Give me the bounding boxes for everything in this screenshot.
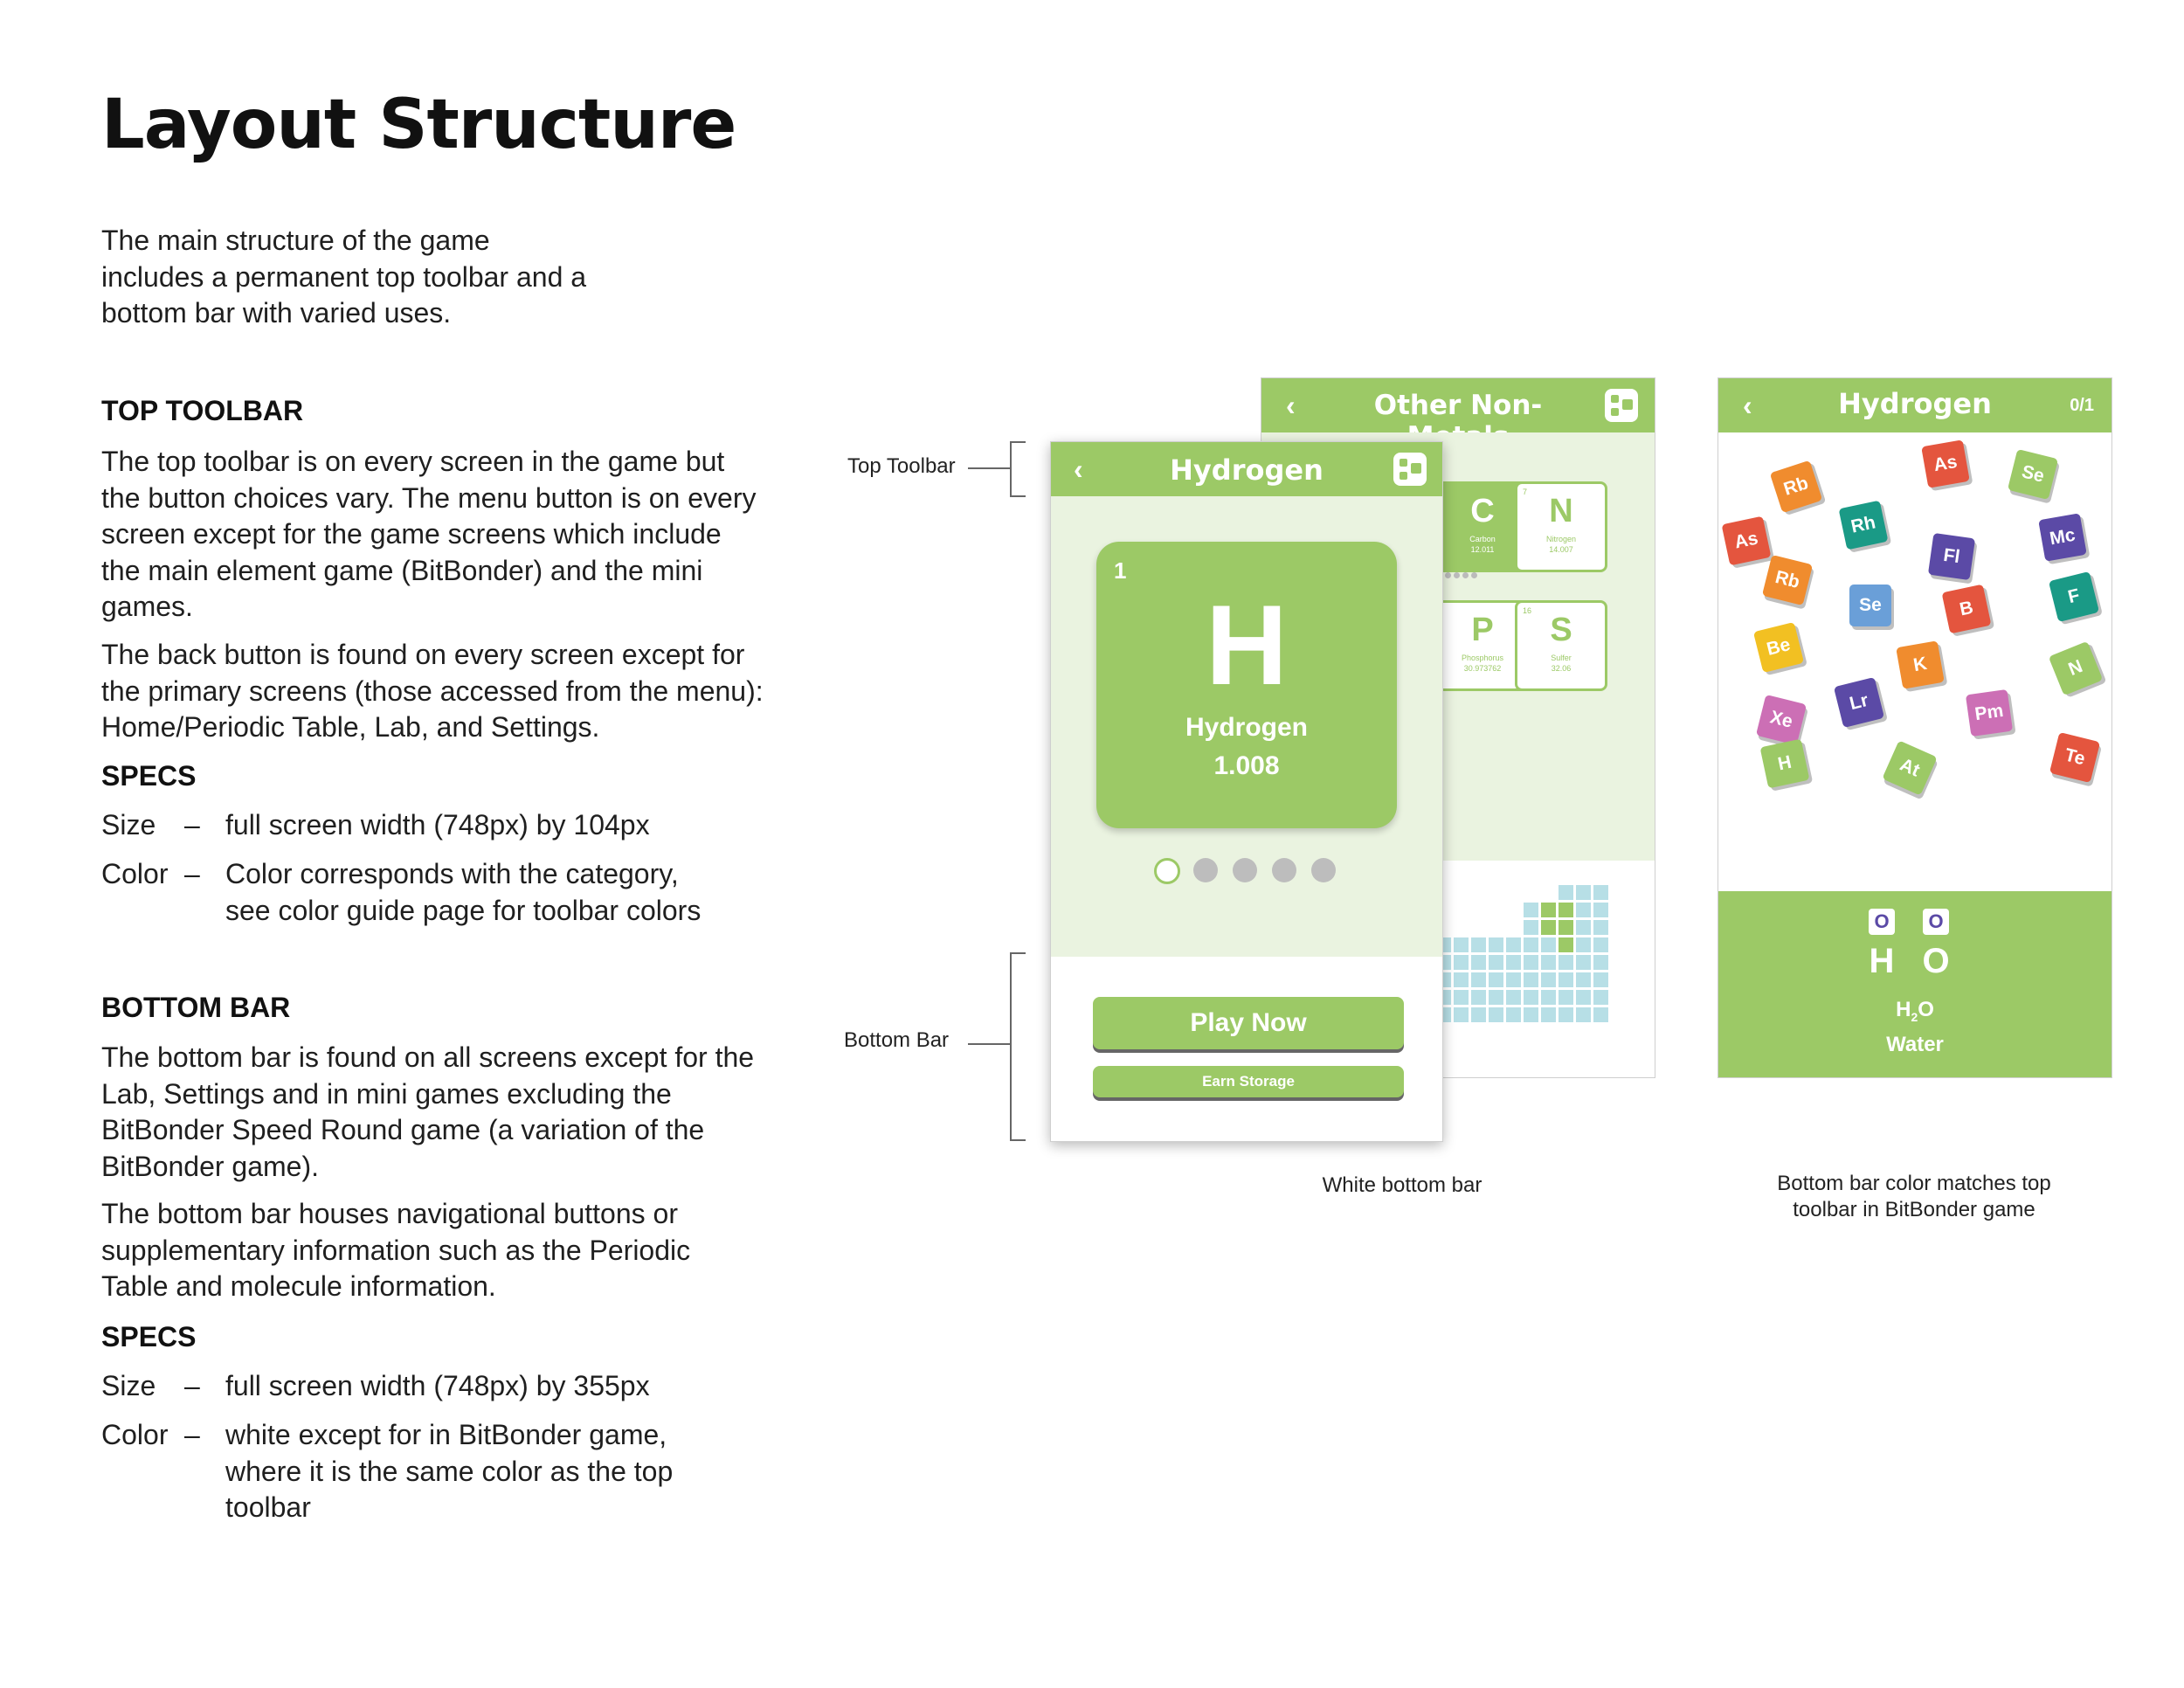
element-chip[interactable]: As — [1921, 439, 1970, 488]
periodic-cell[interactable] — [1471, 1007, 1486, 1022]
pager-dot[interactable] — [1311, 858, 1336, 882]
periodic-cell[interactable] — [1506, 972, 1521, 987]
play-now-button[interactable]: Play Now — [1093, 997, 1404, 1049]
periodic-cell[interactable] — [1593, 937, 1608, 952]
top-toolbar — [1261, 378, 1655, 432]
toolbar-title: Hydrogen — [1838, 387, 1992, 420]
periodic-cell[interactable] — [1593, 1007, 1608, 1022]
periodic-cell[interactable] — [1524, 920, 1538, 935]
element-symbol: H — [1206, 581, 1288, 709]
tile-name: Carbon — [1469, 535, 1496, 543]
periodic-cell[interactable] — [1559, 1007, 1573, 1022]
periodic-cell[interactable] — [1559, 937, 1573, 952]
element-chip[interactable]: Pm — [1966, 689, 2013, 737]
periodic-cell[interactable] — [1454, 1007, 1469, 1022]
periodic-cell[interactable] — [1471, 937, 1486, 952]
periodic-cell[interactable] — [1454, 937, 1469, 952]
top-toolbar-paragraph-2: The back button is found on every screen except for the primary screens (those accessed from the menu): Home/Periodic Table, Lab, and Settings. — [101, 639, 764, 743]
element-chip[interactable]: As — [1722, 516, 1772, 566]
periodic-cell[interactable] — [1524, 972, 1538, 987]
caption-line: Bottom bar color matches top — [1777, 1172, 2051, 1195]
periodic-cell[interactable] — [1506, 937, 1521, 952]
periodic-cell[interactable] — [1559, 990, 1573, 1005]
tile-name: Nitrogen — [1545, 535, 1577, 543]
periodic-cell[interactable] — [1593, 903, 1608, 917]
periodic-cell[interactable] — [1506, 955, 1521, 970]
periodic-cell[interactable] — [1506, 1007, 1521, 1022]
molecule-name: Water — [1886, 1033, 1944, 1056]
spec-dash: – — [184, 1419, 200, 1450]
spec-value: Color corresponds with the category, see color guide page for toolbar colors — [225, 858, 702, 926]
periodic-cell[interactable] — [1541, 903, 1556, 917]
element-chip[interactable]: Te — [2049, 732, 2100, 783]
progress-count: 0/1 — [2070, 396, 2094, 415]
bottom-bar-callout: Bottom Bar — [844, 1028, 950, 1052]
periodic-cell[interactable] — [1593, 990, 1608, 1005]
menu-icon[interactable] — [1393, 453, 1427, 486]
tile-number: 16 — [1523, 606, 1532, 615]
periodic-cell[interactable] — [1541, 937, 1556, 952]
element-chip[interactable]: F — [2049, 571, 2099, 622]
tile-name: Sulfer — [1551, 654, 1572, 662]
element-chip[interactable]: Rb — [1762, 555, 1813, 605]
pager-dot-active[interactable] — [1154, 858, 1180, 884]
periodic-cell[interactable] — [1506, 990, 1521, 1005]
periodic-cell[interactable] — [1593, 955, 1608, 970]
periodic-cell[interactable] — [1489, 955, 1503, 970]
periodic-cell[interactable] — [1524, 1007, 1538, 1022]
element-chip[interactable]: Rb — [1770, 460, 1822, 513]
element-chip[interactable]: B — [1942, 585, 1992, 634]
periodic-cell[interactable] — [1541, 955, 1556, 970]
molecule-slot[interactable]: O — [1923, 909, 1949, 935]
bottom-bar — [1718, 891, 2111, 1077]
periodic-cell[interactable] — [1576, 990, 1591, 1005]
game-area[interactable] — [1718, 432, 2111, 891]
back-icon[interactable]: ‹ — [1286, 390, 1296, 421]
element-chip[interactable]: H — [1760, 739, 1810, 789]
periodic-cell[interactable] — [1559, 885, 1573, 900]
element-chip[interactable]: Se — [2008, 449, 2058, 500]
periodic-cell[interactable] — [1559, 903, 1573, 917]
spec-label: Color — [101, 1419, 169, 1450]
bottom-bar-specs-heading: SPECS — [101, 1321, 197, 1352]
caption-white-bottom-bar: White bottom bar — [1322, 1173, 1482, 1197]
tile-number: 7 — [1523, 488, 1528, 496]
element-chip[interactable]: Xe — [1756, 695, 1807, 745]
element-chip[interactable]: Se — [1849, 585, 1891, 626]
periodic-cell[interactable] — [1559, 920, 1573, 935]
spec-dash: – — [184, 858, 200, 889]
tile-name: Phosphorus — [1461, 654, 1504, 662]
pager-dot[interactable] — [1233, 858, 1257, 882]
element-chip[interactable]: Rh — [1839, 501, 1889, 550]
top-toolbar-paragraph-1: The top toolbar is on every screen in the game but the button choices vary. The menu button is on every screen except for the game screens which include the main element game (BitBonder) and the mini games. — [101, 446, 757, 622]
top-toolbar-heading: TOP TOOLBAR — [101, 395, 304, 426]
periodic-cell[interactable] — [1576, 903, 1591, 917]
periodic-cell[interactable] — [1454, 972, 1469, 987]
periodic-cell[interactable] — [1576, 937, 1591, 952]
page-title: Layout Structure — [101, 86, 736, 164]
element-name: Hydrogen — [1185, 713, 1308, 742]
bottom-bar-paragraph-1: The bottom bar is found on all screens except for the Lab, Settings and in mini games excluding the BitBonder Speed Round game (a variation of the BitBonder game). — [101, 1041, 755, 1182]
callout-line — [968, 467, 1010, 469]
molecule-formula: $H_2O$ — [1896, 998, 1934, 1024]
tile-symbol: P — [1471, 612, 1494, 648]
element-chip[interactable]: K — [1896, 640, 1945, 689]
mini-periodic-table[interactable] — [1436, 885, 1646, 1060]
spec-dash: – — [184, 1370, 200, 1401]
periodic-cell[interactable] — [1471, 990, 1486, 1005]
toolbar-title: Other Non- — [1373, 390, 1543, 421]
tile-weight: 30.973762 — [1463, 664, 1502, 673]
periodic-cell[interactable] — [1541, 990, 1556, 1005]
periodic-cell[interactable] — [1541, 1007, 1556, 1022]
pager-dots[interactable] — [1154, 858, 1346, 884]
element-number: 1 — [1114, 557, 1127, 584]
element-tile[interactable] — [1515, 600, 1607, 691]
callout-line — [968, 1043, 1010, 1045]
callout-bracket — [1010, 952, 1026, 1141]
intro-paragraph: The main structure of the game includes a permanent top toolbar and a bottom bar with varied uses. — [101, 225, 587, 329]
spec-value: full screen width (748px) by 104px — [225, 809, 650, 841]
bottom-bar-paragraph-2: The bottom bar houses navigational buttons or supplementary information such as the Periodic Table and molecule information. — [101, 1198, 691, 1302]
element-chip[interactable]: Mc — [2038, 513, 2087, 562]
periodic-cell[interactable] — [1541, 972, 1556, 987]
periodic-cell[interactable] — [1559, 955, 1573, 970]
periodic-cell[interactable] — [1489, 1007, 1503, 1022]
periodic-cell[interactable] — [1593, 885, 1608, 900]
spec-dash: – — [184, 809, 200, 841]
element-chip[interactable]: N — [2049, 641, 2103, 695]
pager-dot[interactable] — [1272, 858, 1296, 882]
callout-bracket — [1010, 441, 1026, 497]
periodic-cell[interactable] — [1524, 903, 1538, 917]
periodic-cell[interactable] — [1524, 955, 1538, 970]
element-chip[interactable]: Fl — [1928, 533, 1975, 580]
periodic-cell[interactable] — [1593, 972, 1608, 987]
top-toolbar — [1718, 378, 2111, 432]
element-weight: 1.008 — [1213, 751, 1280, 780]
periodic-cell[interactable] — [1559, 972, 1573, 987]
tile-weight: 12.011 — [1470, 545, 1495, 554]
element-tile[interactable] — [1515, 481, 1607, 572]
spec-label: Size — [101, 1370, 156, 1401]
pager-dot[interactable] — [1193, 858, 1218, 882]
periodic-cell[interactable] — [1576, 1007, 1591, 1022]
molecule-slot[interactable]: O — [1869, 909, 1895, 935]
spec-value: white except for in BitBonder game, where it is the same color as the top toolbar — [225, 1419, 674, 1523]
tile-symbol: C — [1470, 493, 1495, 529]
periodic-cell[interactable] — [1489, 990, 1503, 1005]
top-toolbar-specs-heading: SPECS — [101, 760, 197, 792]
back-icon[interactable]: ‹ — [1074, 453, 1083, 485]
top-toolbar-callout: Top Toolbar — [847, 454, 956, 478]
menu-icon[interactable] — [1605, 389, 1638, 422]
element-chip[interactable]: Be — [1753, 622, 1804, 673]
periodic-cell[interactable] — [1454, 990, 1469, 1005]
spec-value: full screen width (748px) by 355px — [225, 1370, 650, 1401]
periodic-cell[interactable] — [1524, 990, 1538, 1005]
periodic-cell[interactable] — [1576, 885, 1591, 900]
spec-label: Color — [101, 858, 169, 889]
spec-label: Size — [101, 809, 156, 841]
caption-line: toolbar in BitBonder game — [1793, 1198, 2035, 1221]
molecule-atom: H — [1869, 942, 1895, 980]
pager-dots — [1445, 572, 1485, 579]
back-icon[interactable]: ‹ — [1743, 390, 1752, 421]
periodic-cell[interactable] — [1489, 937, 1503, 952]
bottom-bar-heading: BOTTOM BAR — [101, 992, 291, 1023]
tile-symbol: N — [1549, 493, 1573, 529]
periodic-cell[interactable] — [1576, 955, 1591, 970]
periodic-cell[interactable] — [1576, 920, 1591, 935]
periodic-cell[interactable] — [1593, 920, 1608, 935]
screen-element-detail — [1050, 441, 1443, 1142]
earn-storage-button[interactable]: Earn Storage — [1093, 1066, 1404, 1097]
element-chip[interactable]: At — [1882, 740, 1937, 795]
element-chip[interactable]: Lr — [1834, 677, 1884, 728]
tile-weight: 14.007 — [1549, 545, 1573, 554]
periodic-cell[interactable] — [1471, 955, 1486, 970]
periodic-cell[interactable] — [1524, 937, 1538, 952]
molecule-atom: O — [1922, 942, 1950, 980]
element-card — [1096, 542, 1397, 828]
tile-weight: 32.06 — [1551, 664, 1572, 673]
periodic-cell[interactable] — [1541, 920, 1556, 935]
periodic-cell[interactable] — [1471, 972, 1486, 987]
caption-matching-bottom-bar — [1717, 1171, 2111, 1223]
periodic-cell[interactable] — [1576, 972, 1591, 987]
tile-symbol: S — [1550, 612, 1572, 648]
toolbar-title: Hydrogen — [1170, 453, 1324, 487]
screen-bitbonder-game — [1717, 377, 2112, 1078]
top-toolbar — [1051, 442, 1442, 496]
periodic-cell[interactable] — [1454, 955, 1469, 970]
periodic-cell[interactable] — [1489, 972, 1503, 987]
